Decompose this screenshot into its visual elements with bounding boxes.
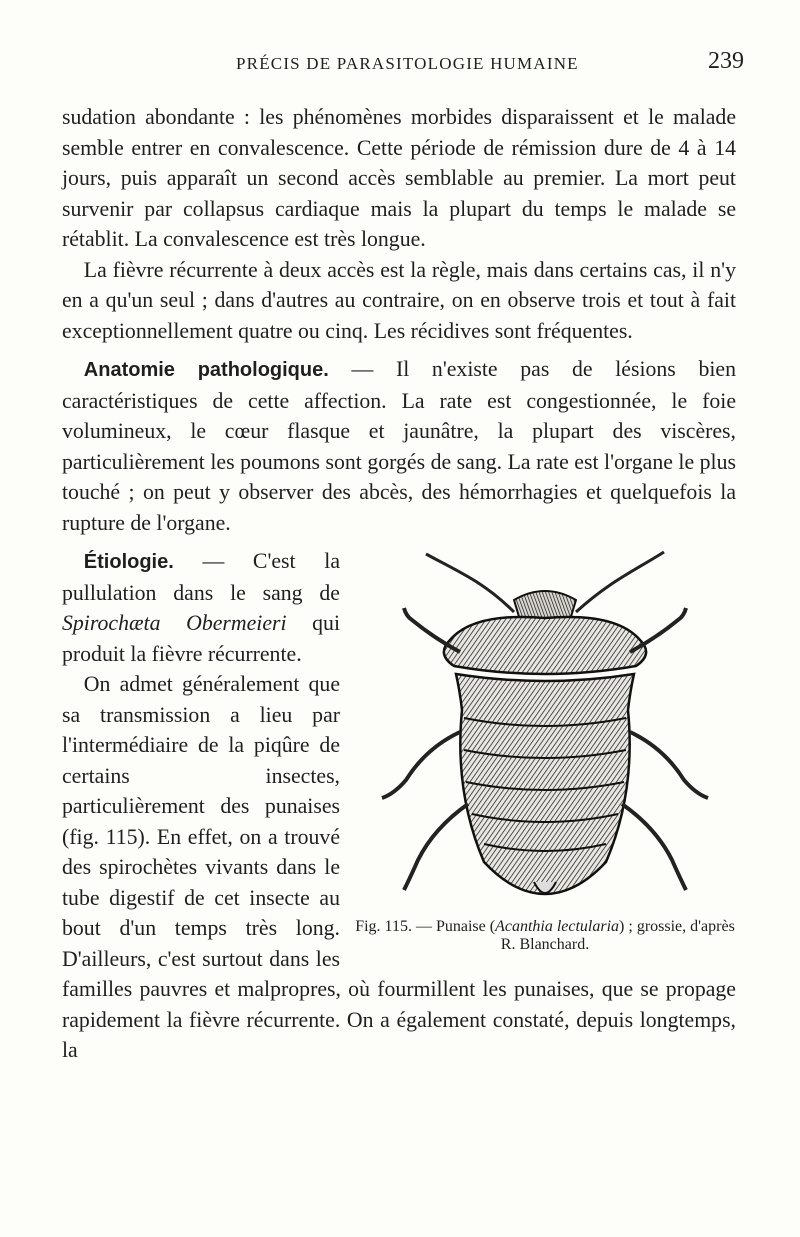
paragraph-recurrence-text: La fièvre récurrente à deux accès est la règle, mais dans certains cas, il n'y en a qu'un seul ; dans d'autres au contraire, on en observe trois et tout à fait exceptionnellement quatre ou cinq. Les récidives sont fréquentes. [62,257,736,343]
caption-suffix: ) ; grossie, d'après R. Blanchard. [500,918,735,953]
body-text [62,102,736,1066]
caption-prefix: Fig. 115. — Punaise ( [355,918,496,935]
running-title: PRÉCIS DE PARASITOLOGIE HUMAINE [236,54,579,73]
figure-caption [354,918,736,954]
caption-species: Acanthia lectularia [495,918,620,935]
section-heading-anatomie: Anatomie pathologique. [83,359,329,381]
section-heading-etiologie: Étiologie. [83,551,174,573]
bedbug-illustration-icon [364,542,726,912]
etiologie-text-after: qui produit la fièvre récurrente. [62,611,340,666]
etiologie-organism: Spirochæta Obermeieri [62,611,287,635]
anatomie-text: — Il n'existe pas de lésions bien caractéristiques de cette affection. La rate est congestionnée, le foie volumineux, le cœur flasque et jaunâtre, la plupart des viscères, particulièrement les poumons sont gorgés de sang. La rate est l'organe le plus touché ; on peut y observer des abcès, des hémorrhagies et quelquefois la rupture de l'organe. [62,357,736,535]
paragraph-continuation: sudation abondante : les phénomènes morbides disparaissent et le malade semble entrer en convalescence. Cette période de rémission dure de 4 à 14 jours, puis apparaît un second accès semblable au premier. La mort peut survenir par collapsus cardiaque mais la plupart du temps le malade se rétablit. La convalescence est très longue. [62,105,736,251]
paragraph-anatomie [62,354,736,538]
etiologie-text-before: — C'est la pullulation dans le sang de [62,549,340,605]
page-number: 239 [708,48,744,74]
paragraph-recurrence [62,255,736,347]
figure-115 [354,542,736,970]
transmission-text: On admet généralement que sa transmission a lieu par l'intermédiaire de la piqûre de certains insectes, particulièrement des punaises (fig. 115). En effet, on a trouvé des spirochètes vivants dans le tube digestif de cet insecte au bout d'un temps très long. D'ailleurs, c'est surtout dans les familles pauvres et malpropres, où fourmillent les punaises, que se propage rapidement la fièvre récurrente. On a également constaté, depuis longtemps, la [62,672,736,1062]
page-header [0,46,800,86]
